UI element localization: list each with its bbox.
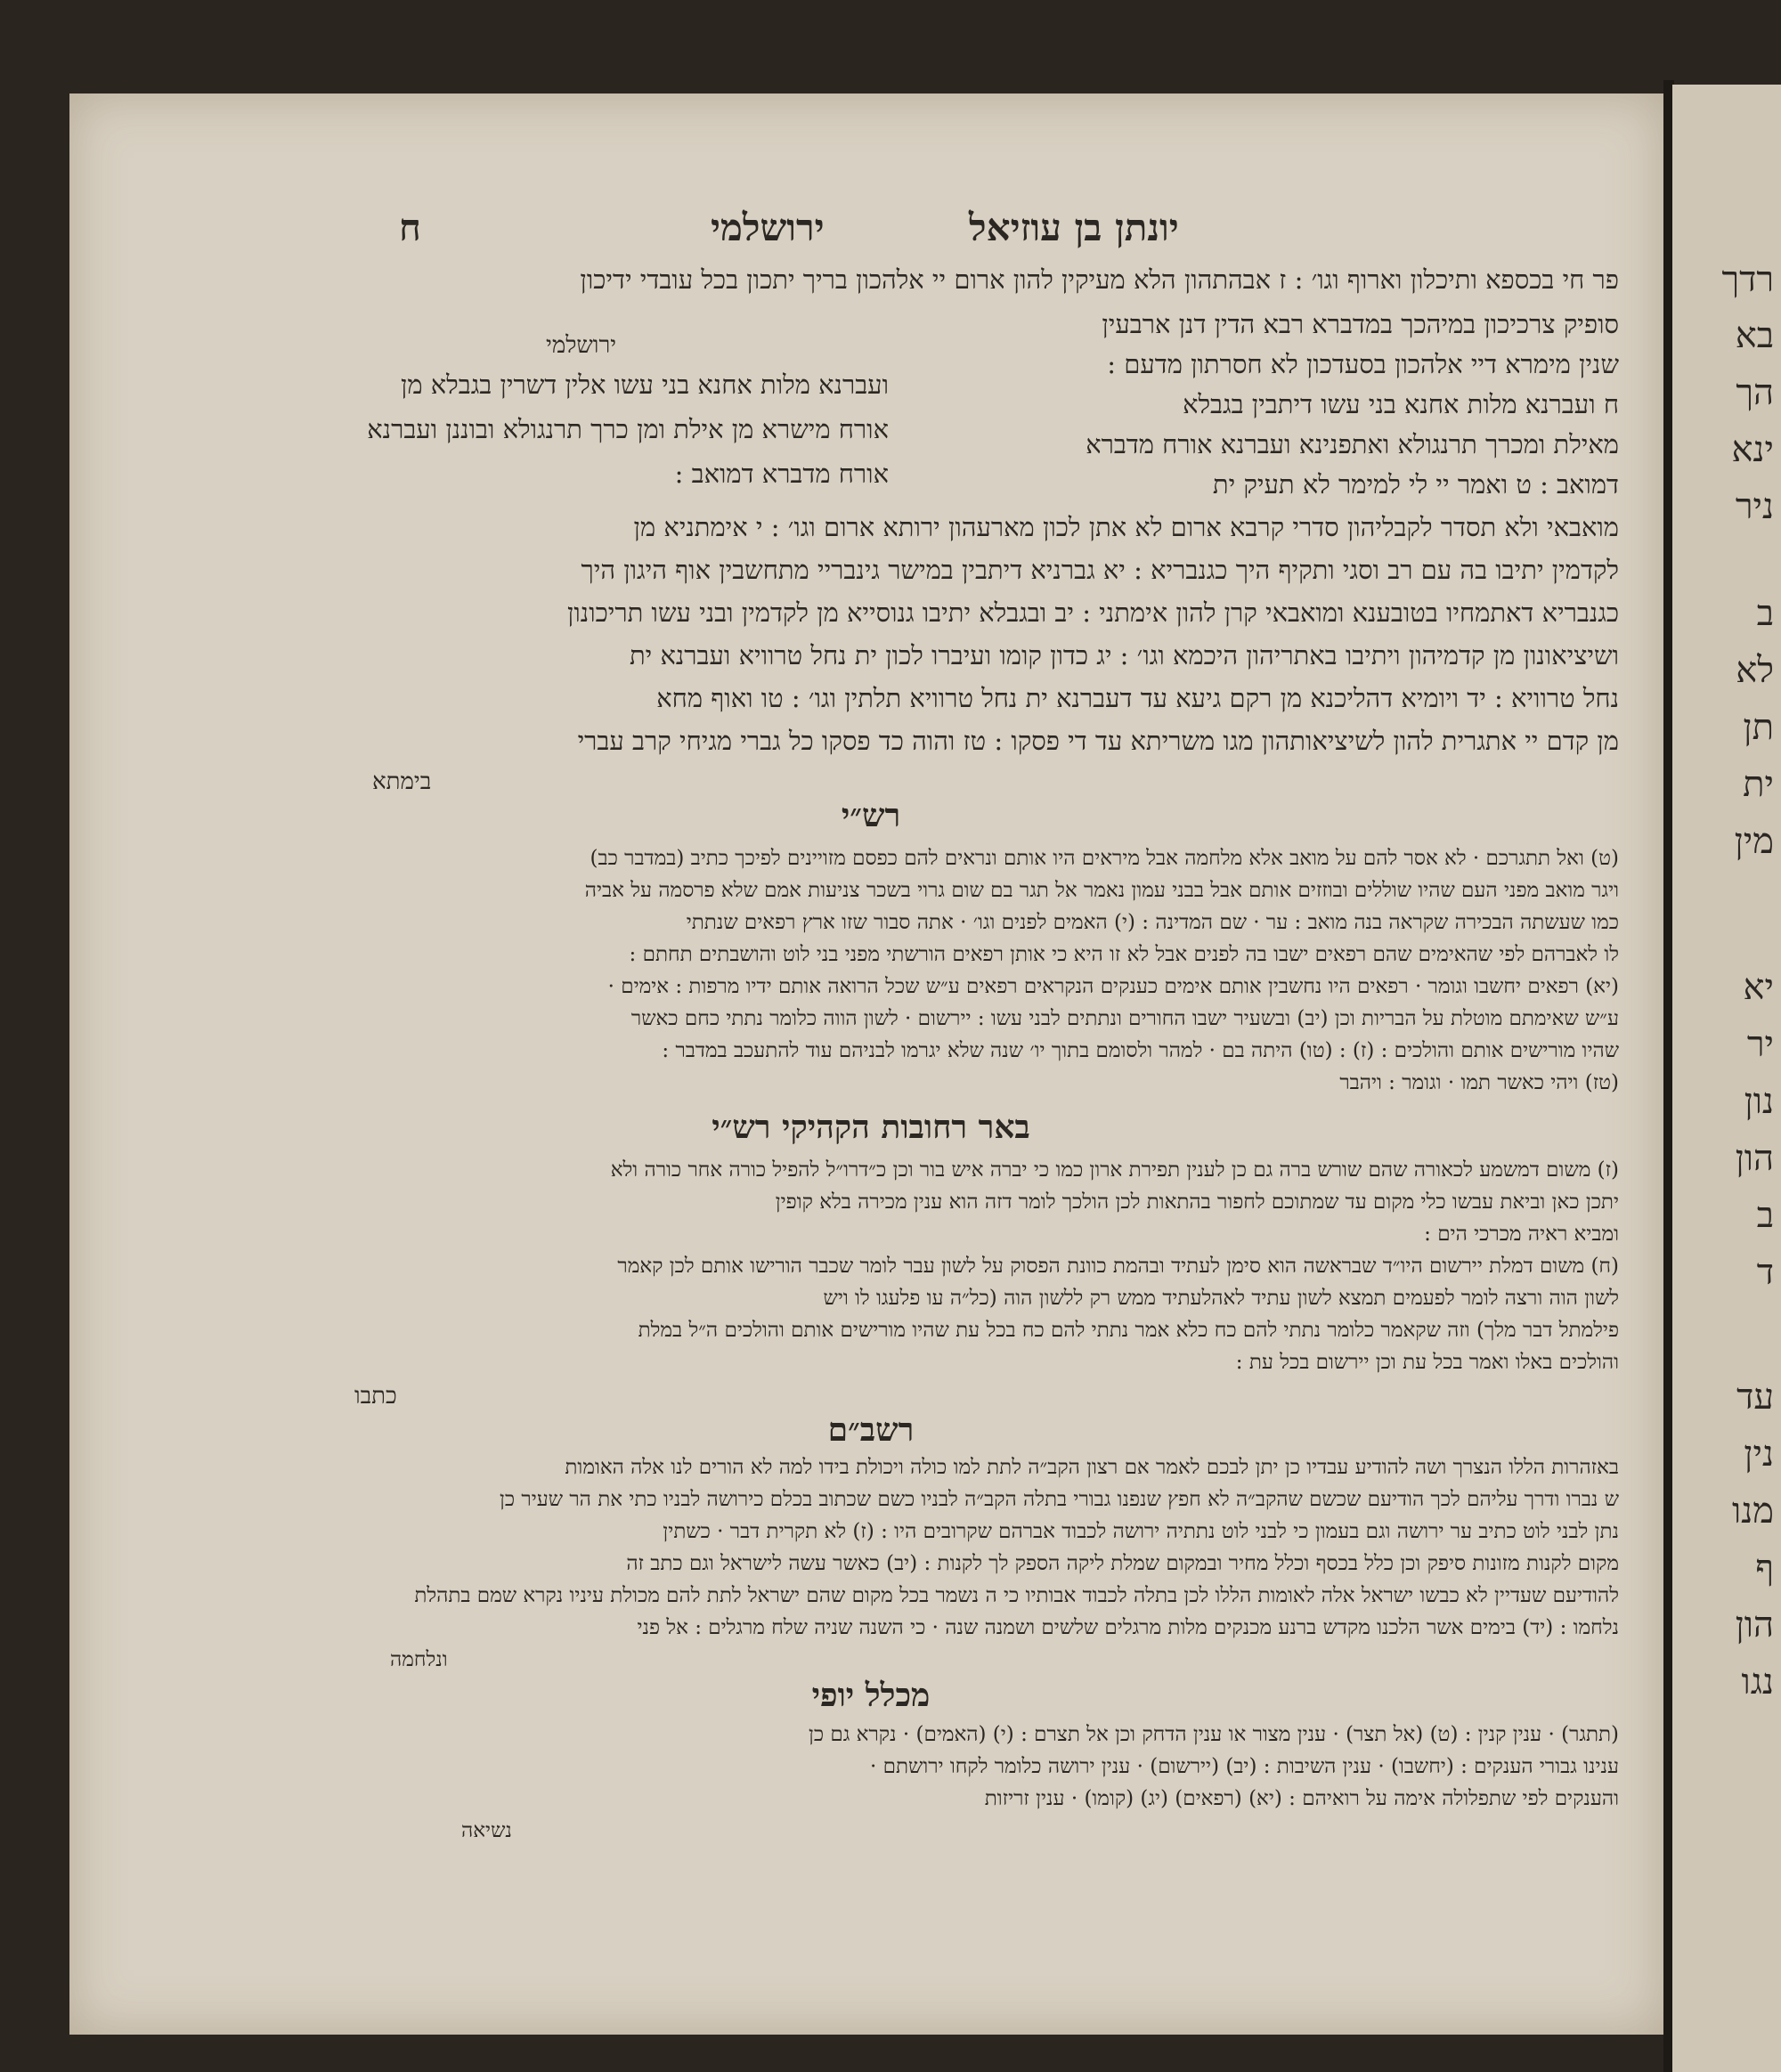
beer-line: יתכן כאן וביאת עבשו כלי מקום עד שמתוכם לחפור בהתאות לכן הולכך לומר דזה הוא ענין מכירה בלא קופין	[775, 1190, 1619, 1214]
aramaic-right-line: מאילת ומכרך תרנגולא ואתפנינא ועברנא אורח מדברא	[1086, 429, 1619, 459]
aramaic-line: מן קדם יי אתגרית להון לשיציאותהון מגו משריתא עד די פסקו : טז והוה כד פסקו כל גברי מגיחי קרב עברי	[577, 726, 1619, 756]
beer-line: (ז) משום דמשמע לכאורה שהם שורש ברה גם כן לענין תפירת ארון כמו כי יברה איש בור וכן כ״דרו״ל להפיל כורה אחר כורה ולא	[610, 1158, 1619, 1182]
yerushalmi-line: אורח מישרא מן אילת ומן כרך תרנגולא ובוננן ועברנא	[367, 414, 889, 444]
rashi-line: כמו שעשתה הבכירה שקראה בנה מואב : ער · שם המדינה : (י) האמים לפנים וגו׳ · אתה סבור שזו ארץ רפאים שנתתי	[686, 911, 1619, 934]
catchword: בימתא	[372, 768, 432, 795]
next-page-fragment: יר	[1746, 1024, 1774, 1065]
next-page-fragment: לא	[1736, 650, 1774, 691]
header-right-title: יונתן בן עוזיאל	[969, 206, 1179, 249]
aramaic-line: לקדמין יתיבו בה עם רב וסגי ותקיף היך כגנבריא : יא גברניא דיתבין במישר גינבריי מתחשבין אוף היגון היך	[581, 555, 1619, 585]
aramaic-line: מואבאי ולא תסדר לקבליהון סדרי קרבא ארום לא אתן לכון מארעהון ירותא ארום וגו׳ : י אימתניא מן	[633, 512, 1619, 542]
next-page-fragment: יא	[1743, 967, 1774, 1008]
next-page-fragment: עד	[1736, 1377, 1774, 1418]
rashbam-line: ש נברו ודרך עליהם לכך הודיעם שכשם שהקב״ה לא חפץ שנפנו גבורי בתלה הקב״ה לבניו כשם שכתוב בכלם כירושה לבניו כתי את הר שעיר כן	[500, 1488, 1619, 1511]
aramaic-line: כגנבריא דאתמחיו בטובענא ומואבאי קרן להון אימתני : יב ובגבלא יתיבו גנוסייא מן לקדמין ובני עשו תריכונון	[566, 597, 1619, 628]
next-page-fragment: הון	[1735, 1605, 1774, 1645]
next-page-fragment: מין	[1734, 821, 1774, 862]
rashbam-line: נתן לבני לוט כתיב ער ירושה וגם בעמון כי לבני לוט נתתיה ירושה לכבוד אברהם שקרובים היו : (ז) לא תקרית דבר · כשתין	[663, 1520, 1619, 1543]
header-letter: ח	[399, 206, 421, 249]
book-page	[69, 93, 1663, 2035]
next-page-fragment: נין	[1744, 1434, 1774, 1475]
michlal-line: (תתגר) · ענין קנין : (ט) (אל תצר) · ענין מצור או ענין הדחק וכן אל תצרם : (י) (האמים) · נקרא גם כן	[809, 1723, 1619, 1746]
beer-line: ומביא ראיה מכרכי הים :	[1424, 1223, 1619, 1246]
michlal-catchword: נשיאה	[461, 1819, 512, 1842]
yerushalmi-line: ועברנא מלות אחנא בני עשו אלין דשרין בגבלא מן	[400, 370, 889, 400]
next-page-fragment: ף	[1755, 1548, 1774, 1589]
header-center-title: ירושלמי	[711, 206, 825, 249]
rashbam-line: נלחמו : (יד) בימים אשר הלכנו מקדש ברנע מכנקים מלות מרגלים שלשים ושמנה שנה · כי השנה שניה שלח מרגלים : אל פני	[637, 1616, 1619, 1639]
beer-line: פילמתל דבר מלך) וזה שקאמר כלומר נתתי להם כח כלא אמר נתתי להם כח בכל עת שהיו מורישים אותם והולכים ה״ל במלת	[638, 1319, 1619, 1342]
michlal-line: ענינו גבורי הענקים : (יחשבו) · ענין השיבות : (יב) (יירשום) · ענין ירושה כלומר לקחו ירושתם ·	[870, 1755, 1619, 1778]
aramaic-line: נחל טרוויא : יד ויומיא דהליכנא מן רקם גיעא עד דעברנא ית נחל טרוויא תלתין וגו׳ : טו ואוף מחא	[656, 683, 1619, 713]
next-page-fragment: ינא	[1731, 429, 1774, 470]
next-page-fragment: ד	[1756, 1252, 1774, 1293]
next-page-fragment: בא	[1735, 315, 1774, 356]
aramaic-line: ושיציאונון מן קדמיהון ויתיבו באתריהון היכמא וגו׳ : יג כדון קומו ועיברו לכון ית נחל טרוויא ועברנא ית	[629, 640, 1619, 670]
beer-line: והולכים באלו ואמר בכל עת וכן יירשום בכל עת :	[1235, 1351, 1619, 1374]
rashbam-line: באזהרות הללו הנצרך ושה להודיע עבדיו כן יתן לבכם לאמר אם רצון הקב״ה לתת למו כולה ויכולת בידו למה לא הורים לנו אלה האומות	[565, 1456, 1619, 1479]
next-page-fragment: הון	[1735, 1138, 1774, 1179]
aramaic-right-line: שנין מימרא דיי אלהכון בסעדכון לא חסרתון מדעם :	[1107, 349, 1619, 379]
rashi-line: (טז) ויהי כאשר תמו · וגומר : ויהבר	[1339, 1071, 1619, 1094]
rashi-line: (ט) ואל תתגרכם · לא אסר להם על מואב אלא מלחמה אבל מיראים היו אותם ונראים להם כפסם מזויינים לפיכך כתיב (במדבר כב)	[590, 847, 1619, 870]
michlal-title: מכלל יופי	[811, 1677, 931, 1714]
rashi-line: ע״ש שאימתם מוטלת על הבריות וכן (יב) ובשעיר ישבו החורים ונתתים לבני עשו : יירשום · לשון הווה כלומר נתתי כחם כאשר	[630, 1007, 1619, 1030]
next-page-fragment: ניר	[1735, 486, 1774, 527]
rashbam-title: רשב״ם	[827, 1411, 915, 1449]
rashbam-catchword: ונלחמה	[390, 1648, 448, 1671]
beer-line: לשון הוה ורצה לומר לפעמים תמצא לשון עתיד לאהלעתיד ממש רק ללשון הוה (כל״ה עו פלעגו לו ויש	[823, 1287, 1619, 1310]
rashi-line: לו לאברהם לפי שהאימים שהם רפאים ישבו בה לפנים אבל לא זו היא כי אותן רפאים הורשתי מפני בני לוט והושבתים תחתם :	[629, 943, 1619, 966]
next-page-fragment: ית	[1743, 764, 1774, 805]
next-page-fragment: ב	[1756, 593, 1774, 634]
next-page-fragment: נגו	[1741, 1662, 1774, 1702]
rashi-line: ויגר מואב מפני העם שהיו שוללים ובוזזים אותם אבל בבני עמון נאמר אל תגר בם שום גרוי בשכר צניעות אמם שלא פרסמה על אביה	[584, 879, 1619, 902]
beer-line: (ח) משום דמלת יירשום היו״ד שבראשה הוא סימן לעתיד ובהמת כוונת הפסוק על לשון עבר לומר שכבר הורישו אותם לכן קאמר	[617, 1255, 1619, 1278]
aramaic-right-line: ח ועברנא מלות אחנא בני עשו דיתבין בגבלא	[1183, 389, 1619, 419]
aramaic-top-line: פר חי בכספא ותיכלון וארוף וגו׳ : ז אבהתהון הלא מעיקין להון ארום יי אלהכון בריך יתכון בכל עובדי ידיכון	[580, 264, 1619, 295]
next-page-fragment: הך	[1736, 372, 1774, 413]
next-page-fragment: תן	[1743, 707, 1774, 748]
yerushalmi-line: אורח מדברא דמואב :	[674, 459, 889, 489]
next-page-fragment: מנו	[1732, 1491, 1774, 1532]
next-page-edge	[1672, 85, 1781, 2072]
rashbam-line: להודיעם שעדיין לא כבשו ישראל אלה לאומות הללו לכן בתלה לכבוד אבותיו כי ה נשמר בכל מקום שהם ישראל לתת להם מכולת עיניו נקרא שמם בתהלת	[414, 1584, 1619, 1607]
next-page-fragment: ב	[1756, 1195, 1774, 1236]
rashi-line: (יא) רפאים יחשבו וגומר · רפאים היו נחשבין אותם אימים כענקים הנקראים רפאים ע״ש שכל הרואה אותם ידיו מרפות : אימים ·	[607, 975, 1619, 998]
michlal-line: והענקים לפי שתפלולה אימה על רואיהם : (יא) (רפאים) (יג) (קומו) · ענין זריזות	[984, 1787, 1619, 1810]
yerushalmi-label: ירושלמי	[546, 332, 617, 359]
aramaic-right-line: סופיק צרכיכון במיהכך במדברא רבא הדין דנן ארבעין	[1102, 309, 1619, 339]
rashbam-line: מקום לקנות מזונות סיפק וכן כלל בכסף וכלל מחיר ובמקום שמלת ליקה הספק לך לקנות : (יב) כאשר עשה לישראל וגם כתב זה	[626, 1552, 1619, 1575]
beer-title: באר רחובות הקהיקי רש״י	[712, 1109, 1030, 1146]
next-page-fragment: נון	[1744, 1081, 1774, 1122]
catchword: כתבו	[354, 1383, 397, 1410]
next-page-fragment: רדך	[1721, 259, 1774, 300]
rashi-title: רש״י	[841, 797, 901, 834]
aramaic-right-line: דמואב : ט ואמר יי לי למימר לא תעיק ית	[1212, 469, 1619, 500]
rashi-line: שהיו מורישים אותם והולכים : (ז) : (טו) היתה בם · למהר ולסומם בתוך יו׳ שנה שלא יגרמו לבניהם עוד להתעכב במדבר :	[662, 1039, 1619, 1062]
